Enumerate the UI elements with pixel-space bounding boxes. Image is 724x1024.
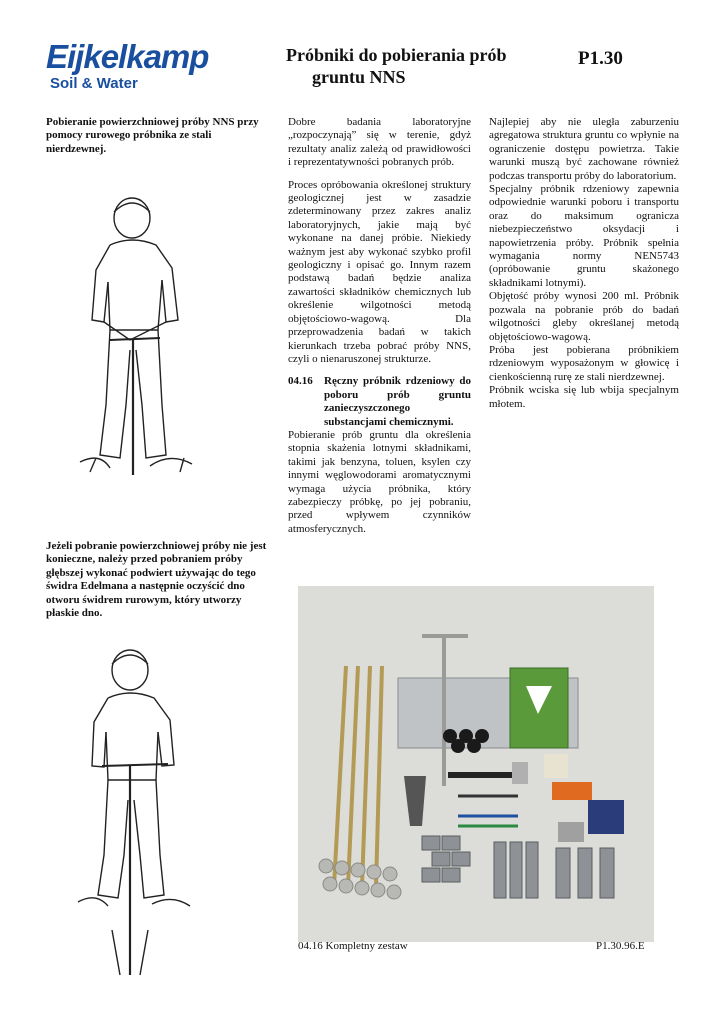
section-number: 04.16 — [288, 375, 313, 388]
photo-caption: 04.16 Kompletny zestaw — [298, 940, 408, 952]
text-column-2 — [489, 116, 679, 411]
page-title — [286, 44, 536, 88]
col1-paragraph-3: Pobieranie prób gruntu dla określenia stopnia skażenia lotnymi składnikami, takimi jak benzyna, toluen, ksylen czy innymi węglowodorami aromatycznymi wymaga użycia próbnika, który zabezpieczy próbkę, po jej pobraniu, przed wpływem czynników atmosferycznych. — [288, 428, 471, 535]
col2-paragraph-2: Specjalny próbnik rdzeniowy zapewnia odpowiednie warunki poboru i transportu oraz do maksimum ogranicza niebezpieczeństwo oksydacji i napowietrzenia próby. Próbnik spełnia wymagania normy NEN5743 (opróbowanie gruntu skażonego składnikami lotnymi). — [489, 183, 679, 289]
col1-paragraph-1: Dobre badania laboratoryjne „rozpoczynają” się w terenie, gdyż rezultaty analiz zależą od prawidłowości i reprezentatywności pobranych prób. — [288, 116, 471, 169]
caption-top: Pobieranie powierzchniowej próby NNS przy pomocy rurowego próbnika ze stali nierdzewnej. — [46, 116, 259, 155]
col2-paragraph-1: Najlepiej aby nie uległa zaburzeniu agregatowa struktura gruntu co wpłynie na ograniczenie dostępu powietrza. Takie warunki muszą być zachowane również podczas transportu próby do laboratorium. — [489, 116, 679, 182]
text-column-1 — [288, 116, 471, 545]
col1-paragraph-2: Proces opróbowania określonej struktury geologicznej jest w zasadzie zdeterminowany przez zakres analiz laboratoryjnych, jakie mają być wykonane na danej próbie. Niekiedy ważnym jest aby wykonać szybko profil geologiczny i opisać go. Innym razem podstawą badań będzie analiza zawartości składników chemicznych lub określenie wilgotności metodą objętościowo-wagową. Dla przeprowadzenia badań w takich kierunkach trzeba pobrać próby NNS, czyli o nienaruszonej strukturze. — [288, 178, 471, 365]
title-line-2: gruntu NNS — [312, 67, 406, 87]
illustration-deep-sampling — [72, 640, 202, 980]
product-photo — [298, 586, 654, 942]
section-title: Ręczny próbnik rdzeniowy do poboru prób gruntu zanieczyszczonego substancjami chemicznymi. — [324, 375, 471, 428]
col2-paragraph-3: Objętość próby wynosi 200 ml. Próbnik pozwala na pobranie prób do badań wilgotności gleby określanej metodą objętościowo-wagową. — [489, 290, 679, 343]
brand-tagline: Soil & Water — [50, 75, 138, 92]
brand-logo: Eijkelkamp — [46, 38, 209, 75]
document-code: P1.30.96.E — [596, 940, 645, 952]
col2-paragraph-4: Próba jest pobierana próbnikiem rdzeniowym wyposażonym w głowicę i cienkościenną rurę ze stali nierdzewnej. — [489, 343, 679, 383]
title-line-1: Próbniki do pobierania prób — [286, 45, 507, 65]
illustration-surface-sampling — [70, 190, 210, 480]
caption-middle: Jeżeli pobranie powierzchniowej próby nie jest konieczne, należy przed pobraniem próby głębszej wykonać podwiert używając do tego świdra Edelmana a następnie oczyścić dno otworu świdrem rurowym, który utworzy płaskie dno. — [46, 540, 267, 620]
section-heading — [288, 375, 471, 429]
col2-paragraph-5: Próbnik wciska się lub wbija specjalnym młotem. — [489, 384, 679, 410]
page-code: P1.30 — [578, 48, 623, 69]
